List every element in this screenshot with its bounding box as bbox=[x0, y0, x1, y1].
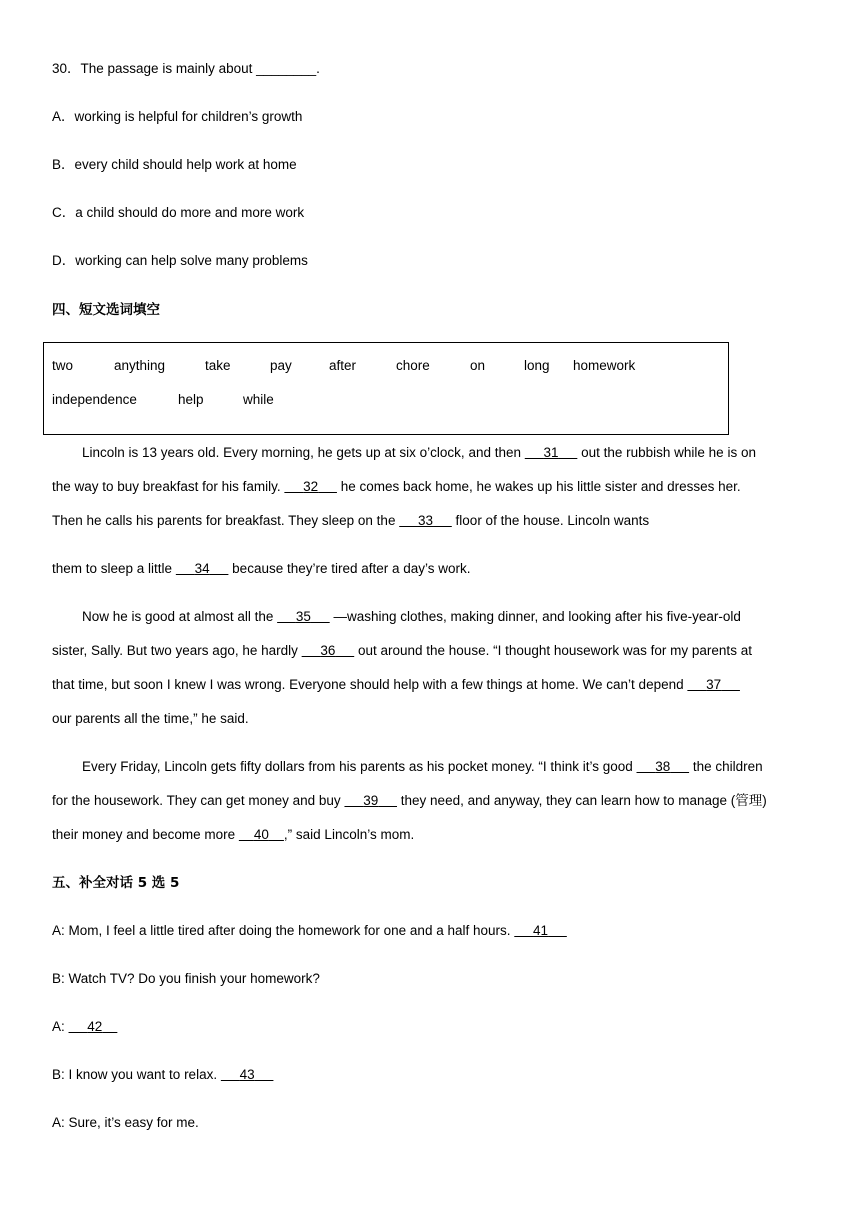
dialogue-line: A: Sure, it’s easy for me. bbox=[52, 1115, 199, 1130]
blank-34: 34 bbox=[194, 561, 210, 576]
word-bank-box bbox=[43, 342, 729, 435]
passage-line bbox=[82, 444, 756, 462]
blank-39: 39 bbox=[363, 793, 379, 808]
passage-text: he comes back home, he wakes up his little sister and dresses her. bbox=[340, 479, 741, 494]
passage-line bbox=[52, 710, 249, 728]
section-4-heading: 四、短文选词填空 bbox=[52, 302, 160, 318]
blank-42: 42 bbox=[87, 1019, 103, 1034]
dialogue-line bbox=[52, 922, 567, 940]
word-bank-item: homework bbox=[573, 358, 636, 373]
blank-41: 41 bbox=[533, 923, 549, 938]
passage-line bbox=[82, 758, 763, 776]
word-bank-item: pay bbox=[270, 358, 292, 373]
blank-40: 40 bbox=[253, 827, 269, 842]
blank-38: 38 bbox=[655, 759, 671, 774]
passage-text: floor of the house. Lincoln wants bbox=[455, 513, 650, 528]
passage-text: the children bbox=[692, 759, 763, 774]
passage-line bbox=[52, 642, 752, 660]
passage-text: Lincoln is 13 years old. Every morning, he gets up at six o’clock, and then bbox=[82, 445, 521, 460]
word-bank-item: chore bbox=[396, 358, 430, 373]
word-bank-item: help bbox=[178, 392, 204, 407]
passage-text: ,” said Lincoln’s mom. bbox=[283, 827, 415, 842]
passage-text: Then he calls his parents for breakfast. They sleep on the bbox=[52, 513, 396, 528]
word-bank-item: while bbox=[243, 392, 274, 407]
passage-text: out the rubbish while he is on bbox=[581, 445, 756, 460]
blank-31: 31 bbox=[543, 445, 559, 460]
blank-35: 35 bbox=[295, 609, 311, 624]
word-bank-item: on bbox=[470, 358, 486, 373]
passage-text: Now he is good at almost all the bbox=[82, 609, 274, 624]
dialogue-line: B: Watch TV? Do you finish your homework? bbox=[52, 971, 320, 986]
dialogue-text: A: Mom, I feel a little tired after doing the homework for one and a half hours. bbox=[52, 923, 511, 938]
section-5-heading: 五、补全对话 5 选 5 bbox=[52, 875, 180, 891]
word-bank-item: take bbox=[205, 358, 231, 373]
passage-text: for the housework. They can get money and buy bbox=[52, 793, 341, 808]
passage-text: their money and become more bbox=[52, 827, 236, 842]
passage-text: our parents all the time,” he said. bbox=[52, 711, 249, 726]
blank-32: 32 bbox=[303, 479, 319, 494]
passage-line bbox=[52, 512, 649, 530]
passage-text: the way to buy breakfast for his family. bbox=[52, 479, 281, 494]
passage-line bbox=[52, 676, 740, 694]
passage-text: that time, but soon I knew I was wrong. Everyone should help with a few things at home. We can’t depend bbox=[52, 677, 684, 692]
dialogue-text: A: bbox=[52, 1019, 65, 1034]
blank-33: 33 bbox=[417, 513, 434, 528]
question-30-stem: 30．The passage is mainly about ________. bbox=[52, 61, 320, 76]
passage-text: sister, Sally. But two years ago, he hardly bbox=[52, 643, 298, 658]
dialogue-line bbox=[52, 1066, 273, 1084]
passage-line bbox=[52, 478, 741, 496]
option-b: B．every child should help work at home bbox=[52, 157, 297, 172]
blank-37: 37 bbox=[706, 677, 722, 692]
passage-text: they need, and anyway, they can learn how to manage (管理) bbox=[400, 793, 767, 808]
word-bank-item: long bbox=[524, 358, 550, 373]
passage-line bbox=[82, 608, 741, 626]
option-a: A．working is helpful for children’s growth bbox=[52, 109, 303, 124]
passage-text: because they’re tired after a day’s work. bbox=[232, 561, 471, 576]
passage-text: Every Friday, Lincoln gets fifty dollars from his parents as his pocket money. “I think it’s good bbox=[82, 759, 633, 774]
option-c: C．a child should do more and more work bbox=[52, 205, 305, 220]
word-bank-item: anything bbox=[114, 358, 166, 373]
passage-text: them to sleep a little bbox=[52, 561, 173, 576]
word-bank-item: after bbox=[329, 358, 357, 373]
passage-line bbox=[52, 792, 767, 810]
dialogue-line bbox=[52, 1018, 117, 1036]
blank-43: 43 bbox=[239, 1067, 255, 1082]
passage-line bbox=[52, 560, 471, 578]
word-bank-item: independence bbox=[52, 392, 137, 407]
dialogue-text: B: I know you want to relax. bbox=[52, 1067, 218, 1082]
word-bank-item: two bbox=[52, 358, 74, 373]
blank-36: 36 bbox=[320, 643, 336, 658]
passage-line bbox=[52, 826, 414, 844]
passage-text: —washing clothes, making dinner, and looking after his five-year-old bbox=[333, 609, 741, 624]
option-d: D．working can help solve many problems bbox=[52, 253, 308, 268]
passage-text: out around the house. “I thought housework was for my parents at bbox=[357, 643, 752, 658]
